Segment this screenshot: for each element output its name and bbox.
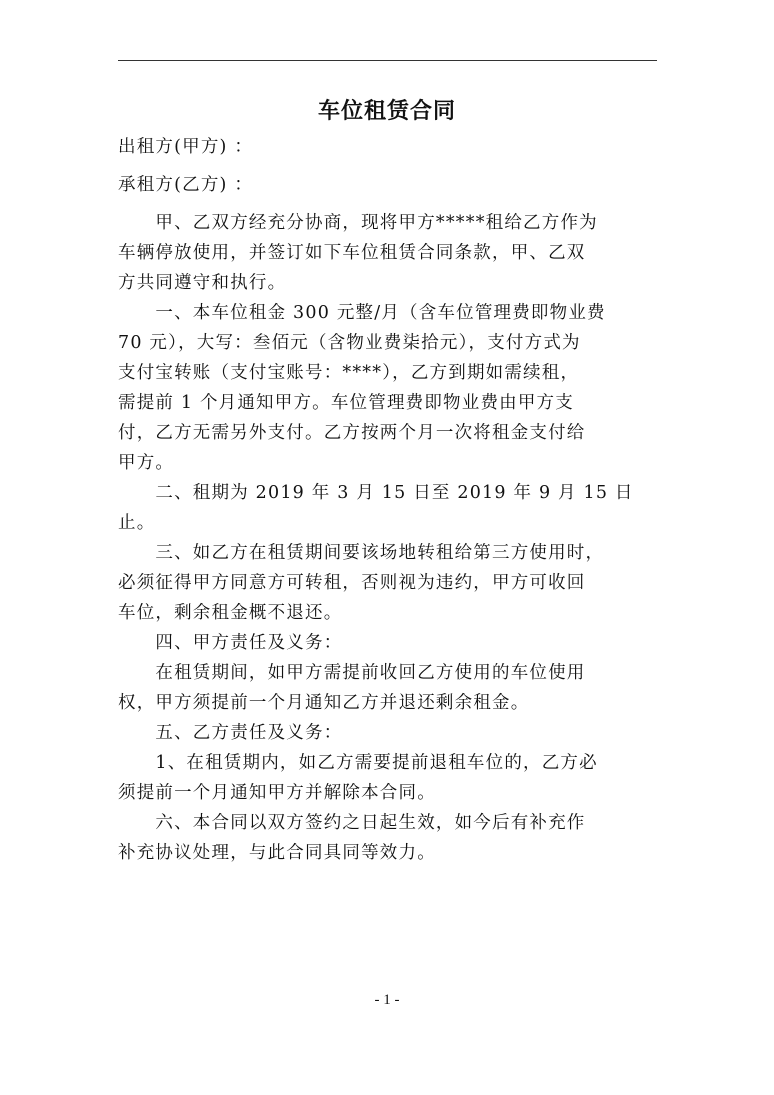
lessor-label: 出租方(甲方) ： [118, 137, 254, 157]
clause-line: 70 元），大写：叁佰元（含物业费柒拾元），支付方式为 [118, 333, 581, 353]
clause-line: 三、如乙方在租赁期间要该场地转租给第三方使用时， [118, 543, 605, 563]
clause-line: 必须征得甲方同意方可转租，否则视为违约，甲方可收回 [118, 573, 586, 593]
clause-line: 补充协议处理，与此合同具同等效力。 [118, 843, 436, 863]
clause-line: 须提前一个月通知甲方并解除本合同。 [118, 783, 436, 803]
clause-line: 车辆停放使用，并签订如下车位租赁合同条款，甲、乙双 [118, 243, 586, 263]
clause-line: 止。 [118, 513, 156, 533]
clause-line: 在租赁期间，如甲方需提前收回乙方使用的车位使用 [118, 663, 586, 683]
document-title: 车位租赁合同 [317, 99, 456, 124]
clause-line: 方共同遵守和执行。 [118, 273, 287, 293]
clause-line: 一、本车位租金 300 元整/月（含车位管理费即物业费 [118, 303, 606, 323]
page-number: - 1 - [374, 992, 400, 1008]
clause-line: 二、租期为 2019 年 3 月 15 日至 2019 年 9 月 15 日 [118, 483, 634, 503]
contract-body [118, 132, 658, 868]
clause-line: 五、乙方责任及义务： [118, 723, 343, 743]
clause-line: 车位，剩余租金概不退还。 [118, 603, 343, 623]
clause-line: 权，甲方须提前一个月通知乙方并退还剩余租金。 [118, 693, 530, 713]
clause-line: 付，乙方无需另外支付。乙方按两个月一次将租金支付给 [118, 423, 586, 443]
clause-line: 四、甲方责任及义务： [118, 633, 343, 653]
clause-line: 甲方。 [118, 453, 175, 473]
clause-line: 支付宝转账（支付宝账号：****），乙方到期如需续租， [118, 363, 580, 383]
clause-line: 甲、乙双方经充分协商，现将甲方*****租给乙方作为 [118, 213, 598, 233]
clause-line: 1、在租赁期内，如乙方需要提前退租车位的，乙方必 [118, 753, 598, 773]
clause-line: 需提前 1 个月通知甲方。车位管理费即物业费由甲方支 [118, 393, 574, 413]
lessee-label: 承租方(乙方) ： [118, 175, 254, 195]
clause-line: 六、本合同以双方签约之日起生效，如今后有补充作 [118, 813, 586, 833]
header-rule [118, 60, 657, 61]
